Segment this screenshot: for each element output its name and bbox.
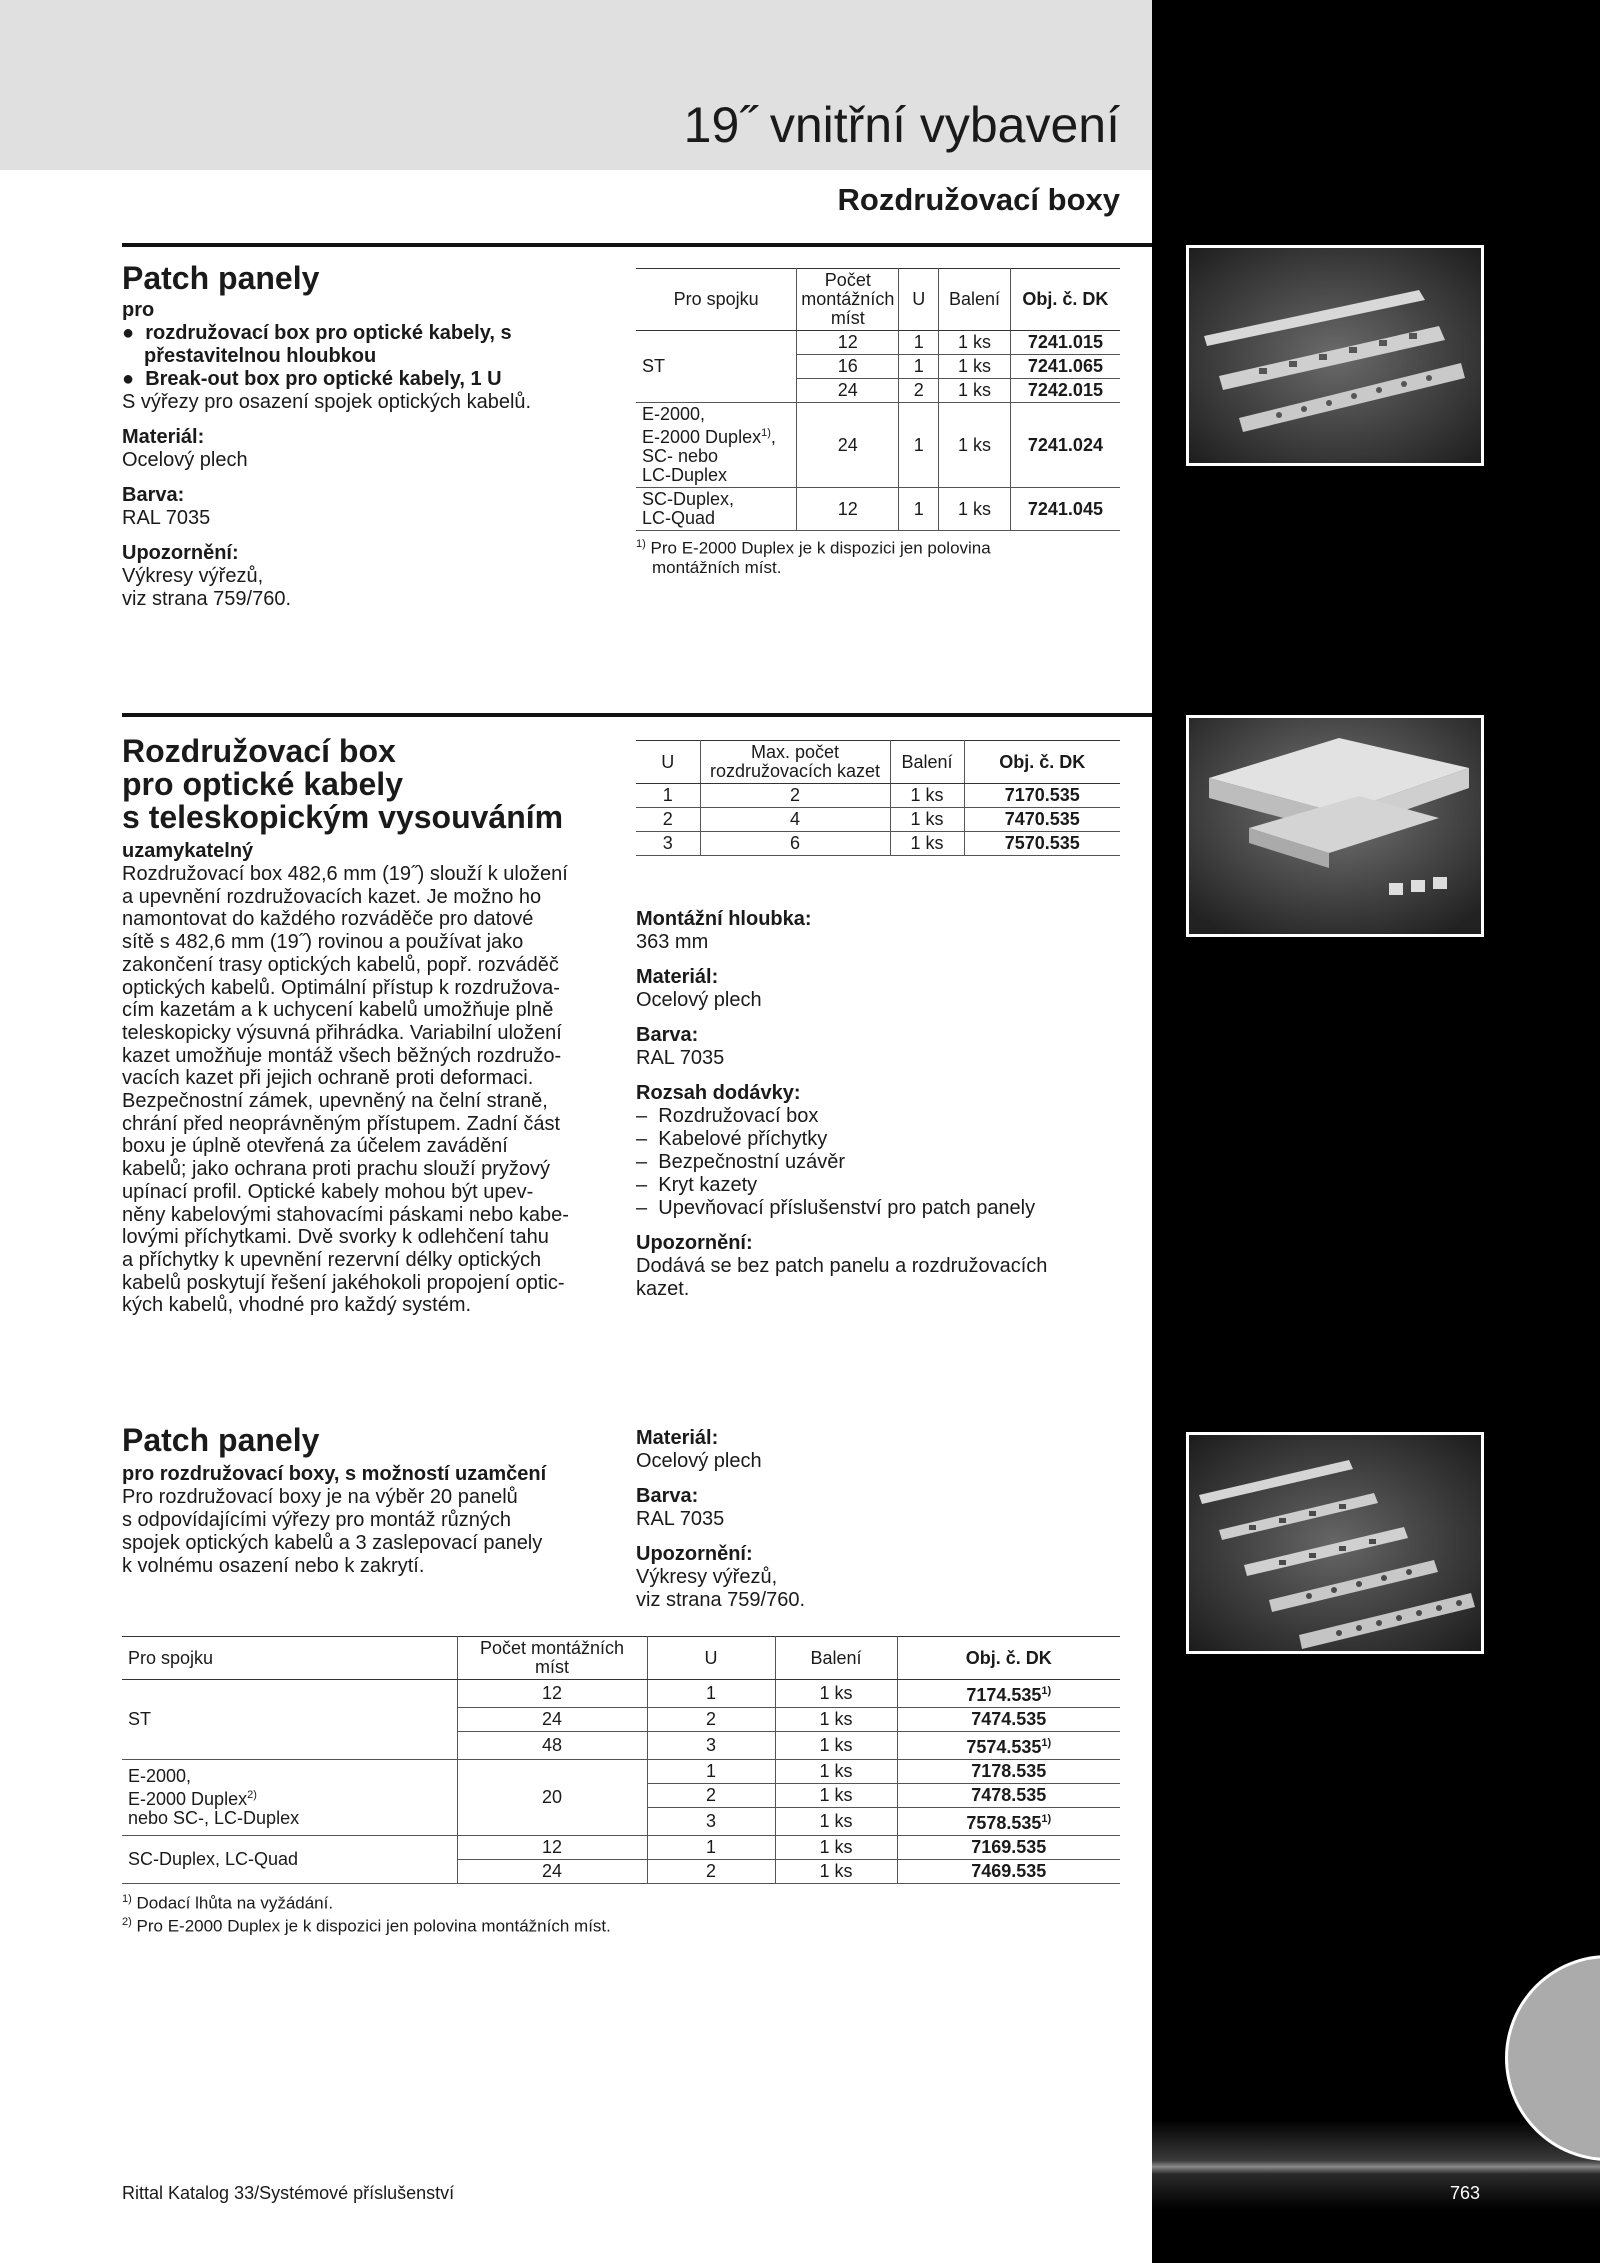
table-header: Pro spojku <box>122 1637 457 1680</box>
count-cell: 24 <box>797 379 899 403</box>
color-label: Barva: <box>636 1485 699 1507</box>
scope-item: – Rozdružovací box <box>636 1105 819 1127</box>
table-row <box>122 1680 1120 1708</box>
u-cell: 1 <box>899 355 939 379</box>
order-table <box>636 268 1120 531</box>
pack-cell: 1 ks <box>775 1732 897 1760</box>
count-cell: 2 <box>700 784 890 808</box>
page-number: 763 <box>1449 2183 1480 2203</box>
section2-left <box>122 735 602 1317</box>
order-number: 7570.535 <box>964 832 1120 856</box>
order-table <box>122 1636 1120 1884</box>
note-text: viz strana 759/760. <box>122 588 291 610</box>
table-row <box>636 808 1120 832</box>
table-header: Max. počet rozdružovacích kazet <box>700 741 890 784</box>
pack-cell: 1 ks <box>775 1808 897 1836</box>
count-cell: 12 <box>797 488 899 531</box>
pack-cell: 1 ks <box>939 488 1011 531</box>
note-label: Upozornění: <box>636 1232 753 1254</box>
table-header: Počet montážních míst <box>457 1637 647 1680</box>
table-header: U <box>899 269 939 331</box>
order-number: 7241.015 <box>1010 331 1120 355</box>
table-header: Počet montážních míst <box>797 269 899 331</box>
material-value: Ocelový plech <box>636 989 762 1011</box>
order-number: 7241.045 <box>1010 488 1120 531</box>
section-title: Rozdružovací box pro optické kabely s teleskopickým vysouváním <box>122 733 564 835</box>
page-subtitle: Rozdružovací boxy <box>837 182 1120 217</box>
order-number: 7178.535 <box>897 1760 1120 1784</box>
table-row <box>636 784 1120 808</box>
u-cell: 1 <box>647 1760 775 1784</box>
section-subtitle: uzamykatelný <box>122 840 254 862</box>
pack-cell: 1 ks <box>775 1836 897 1860</box>
material-label: Materiál: <box>122 426 205 448</box>
depth-value: 363 mm <box>636 931 709 953</box>
count-cell: 24 <box>457 1708 647 1732</box>
u-cell: 2 <box>647 1784 775 1808</box>
pack-cell: 1 ks <box>775 1860 897 1884</box>
material-value: Ocelový plech <box>122 449 248 471</box>
count-cell: 24 <box>457 1860 647 1884</box>
pack-cell: 1 ks <box>775 1784 897 1808</box>
note-text: kazet. <box>636 1278 690 1300</box>
u-cell: 1 <box>636 784 700 808</box>
product-photo-patch-panels <box>1186 245 1484 466</box>
u-cell: 1 <box>899 403 939 488</box>
table-header: Obj. č. DK <box>1010 269 1120 331</box>
order-number: 7169.535 <box>897 1836 1120 1860</box>
pack-cell: 1 ks <box>775 1680 897 1708</box>
section-title: Patch panely <box>122 1422 320 1458</box>
note-text: Dodává se bez patch panelu a rozdružovacích <box>636 1255 1048 1277</box>
table-header: Balení <box>775 1637 897 1680</box>
type-cell: ST <box>122 1680 457 1760</box>
count-cell: 6 <box>700 832 890 856</box>
order-number: 7574.535$^{1)}$ <box>897 1732 1120 1760</box>
pack-cell: 1 ks <box>775 1708 897 1732</box>
color-value: RAL 7035 <box>636 1508 725 1530</box>
table-header: Balení <box>890 741 964 784</box>
section-rule <box>122 713 1152 717</box>
pack-cell: 1 ks <box>939 355 1011 379</box>
body-text: Rozdružovací box 482,6 mm (19˝) slouží k uložení a upevnění rozdružovacích kazet. Je možno ho namontovat do každého rozváděče pro datové sítě s 482,6 mm (19˝) rovinou a používat jako zakončení trasy optických kabelů, popř. rozváděč optických kabelů. Optimální přístup k rozdružova- cím kazetám a k uchycení kabelů umožňuje plně teleskopicky výsuvná přihrádka. Variabilní uložení kazet umožňuje montáž všech běžných rozdružo- vacích kazet při jejich ochraně proti deformaci. Bezpečnostní zámek, upevněný na čelní straně, chrání před neoprávněným přístupem. Zadní část boxu je úplně otevřená za účelem zavádění kabelů; jako ochrana proti prachu slouží pryžový upínací profil. Optické kabely mohou být upev- něny kabelovými stahovacími páskami nebo kabe- lovými příchytkami. Dvě svorky k odlehčení tahu a příchytky k upevnění rezervní délky optických kabelů poskytují řešení jakéhokoli propojení optic- kých kabelů, vhodné pro každý systém. <box>122 863 569 1317</box>
note-label: Upozornění: <box>122 542 239 564</box>
order-number: 7474.535 <box>897 1708 1120 1732</box>
note-text: viz strana 759/760. <box>636 1589 805 1611</box>
table-header: Pro spojku <box>636 269 797 331</box>
bullet-item: ● rozdružovací box pro optické kabely, s přestavitelnou hloubkou <box>122 322 512 367</box>
pack-cell: 1 ks <box>939 379 1011 403</box>
order-number: 7170.535 <box>964 784 1120 808</box>
note-text: Výkresy výřezů, <box>636 1566 778 1588</box>
table-header: Obj. č. DK <box>897 1637 1120 1680</box>
footnote: $^{1)}$ Pro E-2000 Duplex je k dispozici jen polovina montážních míst. <box>636 538 991 577</box>
u-cell: 1 <box>899 488 939 531</box>
material-label: Materiál: <box>636 966 719 988</box>
table-row <box>122 1760 1120 1784</box>
note-text: Výkresy výřezů, <box>122 565 264 587</box>
u-cell: 1 <box>647 1680 775 1708</box>
count-cell: 24 <box>797 403 899 488</box>
section3-table-wrap <box>122 1636 1120 1935</box>
section1-table-wrap <box>636 268 1120 577</box>
color-value: RAL 7035 <box>636 1047 725 1069</box>
u-cell: 2 <box>647 1860 775 1884</box>
table-header: Balení <box>939 269 1011 331</box>
page-title: 19˝ vnitřní vybavení <box>683 97 1120 153</box>
count-cell: 20 <box>457 1760 647 1836</box>
scope-item: – Kryt kazety <box>636 1174 758 1196</box>
product-photo-splice-box <box>1186 715 1484 937</box>
type-cell: SC-Duplex, LC-Quad <box>122 1836 457 1884</box>
footnotes: $^{1)}$ Dodací lhůta na vyžádání. $^{2)}$ Pro E-2000 Duplex je k dispozici jen polovina montážních míst. <box>122 1893 611 1936</box>
section-subtitle: pro rozdružovací boxy, s možností uzamčení <box>122 1463 547 1485</box>
pack-cell: 1 ks <box>890 808 964 832</box>
count-cell: 12 <box>457 1836 647 1860</box>
order-number: 7241.024 <box>1010 403 1120 488</box>
u-cell: 1 <box>647 1836 775 1860</box>
section-text: pro rozdružovací boxy, s možností uzamčení Pro rozdružovací boxy je na výběr 20 panelů s odpovídajícími výřezy pro montáž různých spojek optických kabelů a 3 zaslepovací panely k volnému osazení nebo k zakrytí. <box>122 1463 602 1578</box>
color-label: Barva: <box>122 484 185 506</box>
order-number: 7470.535 <box>964 808 1120 832</box>
u-cell: 3 <box>636 832 700 856</box>
count-cell: 48 <box>457 1732 647 1760</box>
description: S výřezy pro osazení spojek optických kabelů. <box>122 391 532 413</box>
u-cell: 3 <box>647 1732 775 1760</box>
u-cell: 2 <box>899 379 939 403</box>
pack-cell: 1 ks <box>939 331 1011 355</box>
material-value: Ocelový plech <box>636 1450 762 1472</box>
section-text <box>122 840 602 1317</box>
order-table <box>636 740 1120 856</box>
order-number: 7242.015 <box>1010 379 1120 403</box>
table-row <box>122 1836 1120 1860</box>
section3-left <box>122 1424 602 1578</box>
note-label: Upozornění: <box>636 1543 753 1565</box>
count-cell: 12 <box>797 331 899 355</box>
depth-label: Montážní hloubka: <box>636 908 812 930</box>
pack-cell: 1 ks <box>775 1760 897 1784</box>
table-row <box>636 488 1120 531</box>
order-number: 7478.535 <box>897 1784 1120 1808</box>
section2-table-wrap <box>636 740 1120 856</box>
u-cell: 1 <box>899 331 939 355</box>
table-row <box>636 403 1120 488</box>
scope-item: – Upevňovací příslušenství pro patch panely <box>636 1197 1036 1219</box>
order-number: 7241.065 <box>1010 355 1120 379</box>
order-number: 7578.535$^{1)}$ <box>897 1808 1120 1836</box>
pack-cell: 1 ks <box>939 403 1011 488</box>
side-glow <box>1152 2120 1600 2210</box>
u-cell: 3 <box>647 1808 775 1836</box>
table-row <box>636 331 1120 355</box>
order-number: 7469.535 <box>897 1860 1120 1884</box>
intro: pro <box>122 299 155 321</box>
u-cell: 2 <box>647 1708 775 1732</box>
table-header: U <box>636 741 700 784</box>
scope-label: Rozsah dodávky: <box>636 1082 801 1104</box>
footer-catalog: Rittal Katalog 33/Systémové příslušenství <box>122 2183 455 2203</box>
section3-specs <box>636 1427 1116 1612</box>
section-text <box>122 299 602 611</box>
count-cell: 12 <box>457 1680 647 1708</box>
count-cell: 4 <box>700 808 890 832</box>
table-header: Obj. č. DK <box>964 741 1120 784</box>
pack-cell: 1 ks <box>890 832 964 856</box>
type-cell: ST <box>636 331 797 403</box>
type-cell: E-2000, E-2000 Duplex$^{2)}$ nebo SC-, LC-Duplex <box>122 1760 457 1836</box>
bullet-item: ● Break-out box pro optické kabely, 1 U <box>122 368 502 390</box>
count-cell: 16 <box>797 355 899 379</box>
color-label: Barva: <box>636 1024 699 1046</box>
table-header: U <box>647 1637 775 1680</box>
table-row <box>636 832 1120 856</box>
section1-left <box>122 262 602 611</box>
scope-item: – Bezpečnostní uzávěr <box>636 1151 846 1173</box>
section-title: Patch panely <box>122 260 320 296</box>
type-cell: SC-Duplex, LC-Quad <box>636 488 797 531</box>
product-photo-patch-panels-2 <box>1186 1432 1484 1654</box>
color-value: RAL 7035 <box>122 507 211 529</box>
scope-item: – Kabelové příchytky <box>636 1128 828 1150</box>
order-number: 7174.535$^{1)}$ <box>897 1680 1120 1708</box>
u-cell: 2 <box>636 808 700 832</box>
section-rule <box>122 243 1152 247</box>
type-cell: E-2000, E-2000 Duplex$^{1)}$, SC- nebo LC-Duplex <box>636 403 797 488</box>
section2-specs <box>636 908 1116 1301</box>
material-label: Materiál: <box>636 1427 719 1449</box>
pack-cell: 1 ks <box>890 784 964 808</box>
